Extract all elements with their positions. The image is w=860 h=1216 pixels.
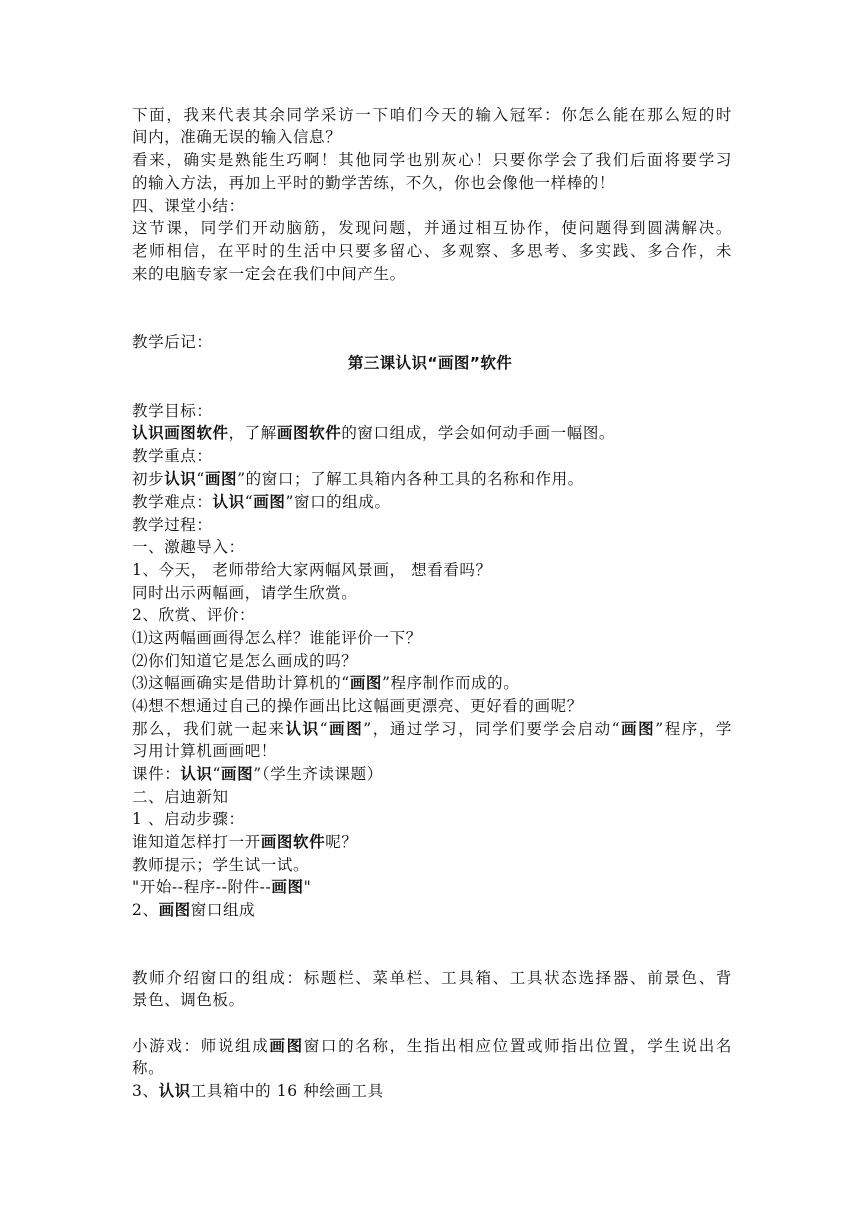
question-line: ⑵你们知道它是怎么画成的吗？	[132, 652, 358, 670]
question-line: ⑶这幅画确实是借助计算机的“画图”程序制作而成的。	[132, 674, 520, 692]
question-line: ⑷想不想通过自己的操作画出比这幅画更漂亮、更好看的画呢？	[132, 697, 583, 715]
section-heading: 教学重点：	[132, 447, 213, 465]
difficult-points-line: 教学难点：认识“画图”窗口的组成。	[132, 493, 391, 511]
section-heading: 教学过程：	[132, 516, 213, 534]
section-heading: 四、课堂小结：	[132, 197, 245, 215]
section-heading: 教学目标：	[132, 402, 213, 420]
paragraph-line: 看来，确实是熟能生巧啊！其他同学也别灰心！只要你学会了我们后面将要学习	[132, 151, 732, 169]
topic-line: 课件：认识“画图”（学生齐读课题）	[132, 765, 383, 783]
section-heading: 2、欣赏、评价：	[132, 606, 256, 624]
section-heading: 一、激趣导入：	[132, 538, 245, 556]
question-line: ⑴这两幅画画得怎么样？谁能评价一下？	[132, 629, 422, 647]
paragraph-line: 同时出示两幅画，请学生欣赏。	[132, 584, 358, 602]
lesson-title: 第三课认识“画图”软件	[347, 354, 513, 372]
menu-path-line: "开始--程序--附件--画图"	[132, 878, 312, 896]
paragraph-line: 小游戏：师说组成画图窗口的名称，生指出相应位置或师指出位置，学生说出名	[132, 1037, 732, 1055]
section-heading: 3、认识工具箱中的 16 种绘画工具	[132, 1082, 384, 1100]
goals-line: 认识画图软件，了解画图软件的窗口组成，学会如何动手画一幅图。	[132, 424, 616, 442]
paragraph-line: 习用计算机画画吧！	[132, 742, 277, 760]
section-heading: 2、画图窗口组成	[132, 901, 256, 919]
paragraph-line: 那么，我们就一起来认识“画图”，通过学习，同学们要学会启动“画图”程序，学	[132, 720, 733, 738]
paragraph-line: 的输入方法，再加上平时的勤学苦练，不久，你也会像他一样棒的！	[132, 174, 616, 192]
paragraph-line: 间内，准确无误的输入信息？	[132, 128, 342, 146]
section-heading: 二、启迪新知	[132, 788, 229, 806]
section-heading: 1 、启动步骤：	[132, 810, 245, 828]
paragraph-line: 谁知道怎样打一开画图软件呢？	[132, 833, 358, 851]
paragraph-line: 称。	[132, 1059, 165, 1077]
paragraph-line: 景色、调色板。	[132, 991, 245, 1009]
paragraph-line: 老师相信，在平时的生活中只要多留心、多观察、多思考、多实践、多合作，未	[132, 242, 732, 260]
paragraph-line: 教师提示；学生试一试。	[132, 856, 310, 874]
paragraph-line: 下面，我来代表其余同学采访一下咱们今天的输入冠军：你怎么能在那么短的时	[132, 106, 732, 124]
postscript-label: 教学后记：	[132, 333, 213, 351]
paragraph-line: 1、今天， 老师带给大家两幅风景画， 想看看吗？	[132, 561, 492, 579]
key-points-line: 初步认识“画图”的窗口；了解工具箱内各种工具的名称和作用。	[132, 470, 584, 488]
paragraph-line: 这节课，同学们开动脑筋，发现问题，并通过相互协作，使问题得到圆满解决。	[132, 219, 732, 237]
paragraph-line: 来的电脑专家一定会在我们中间产生。	[132, 265, 406, 283]
paragraph-line: 教师介绍窗口的组成：标题栏、菜单栏、工具箱、工具状态选择器、前景色、背	[132, 969, 732, 987]
